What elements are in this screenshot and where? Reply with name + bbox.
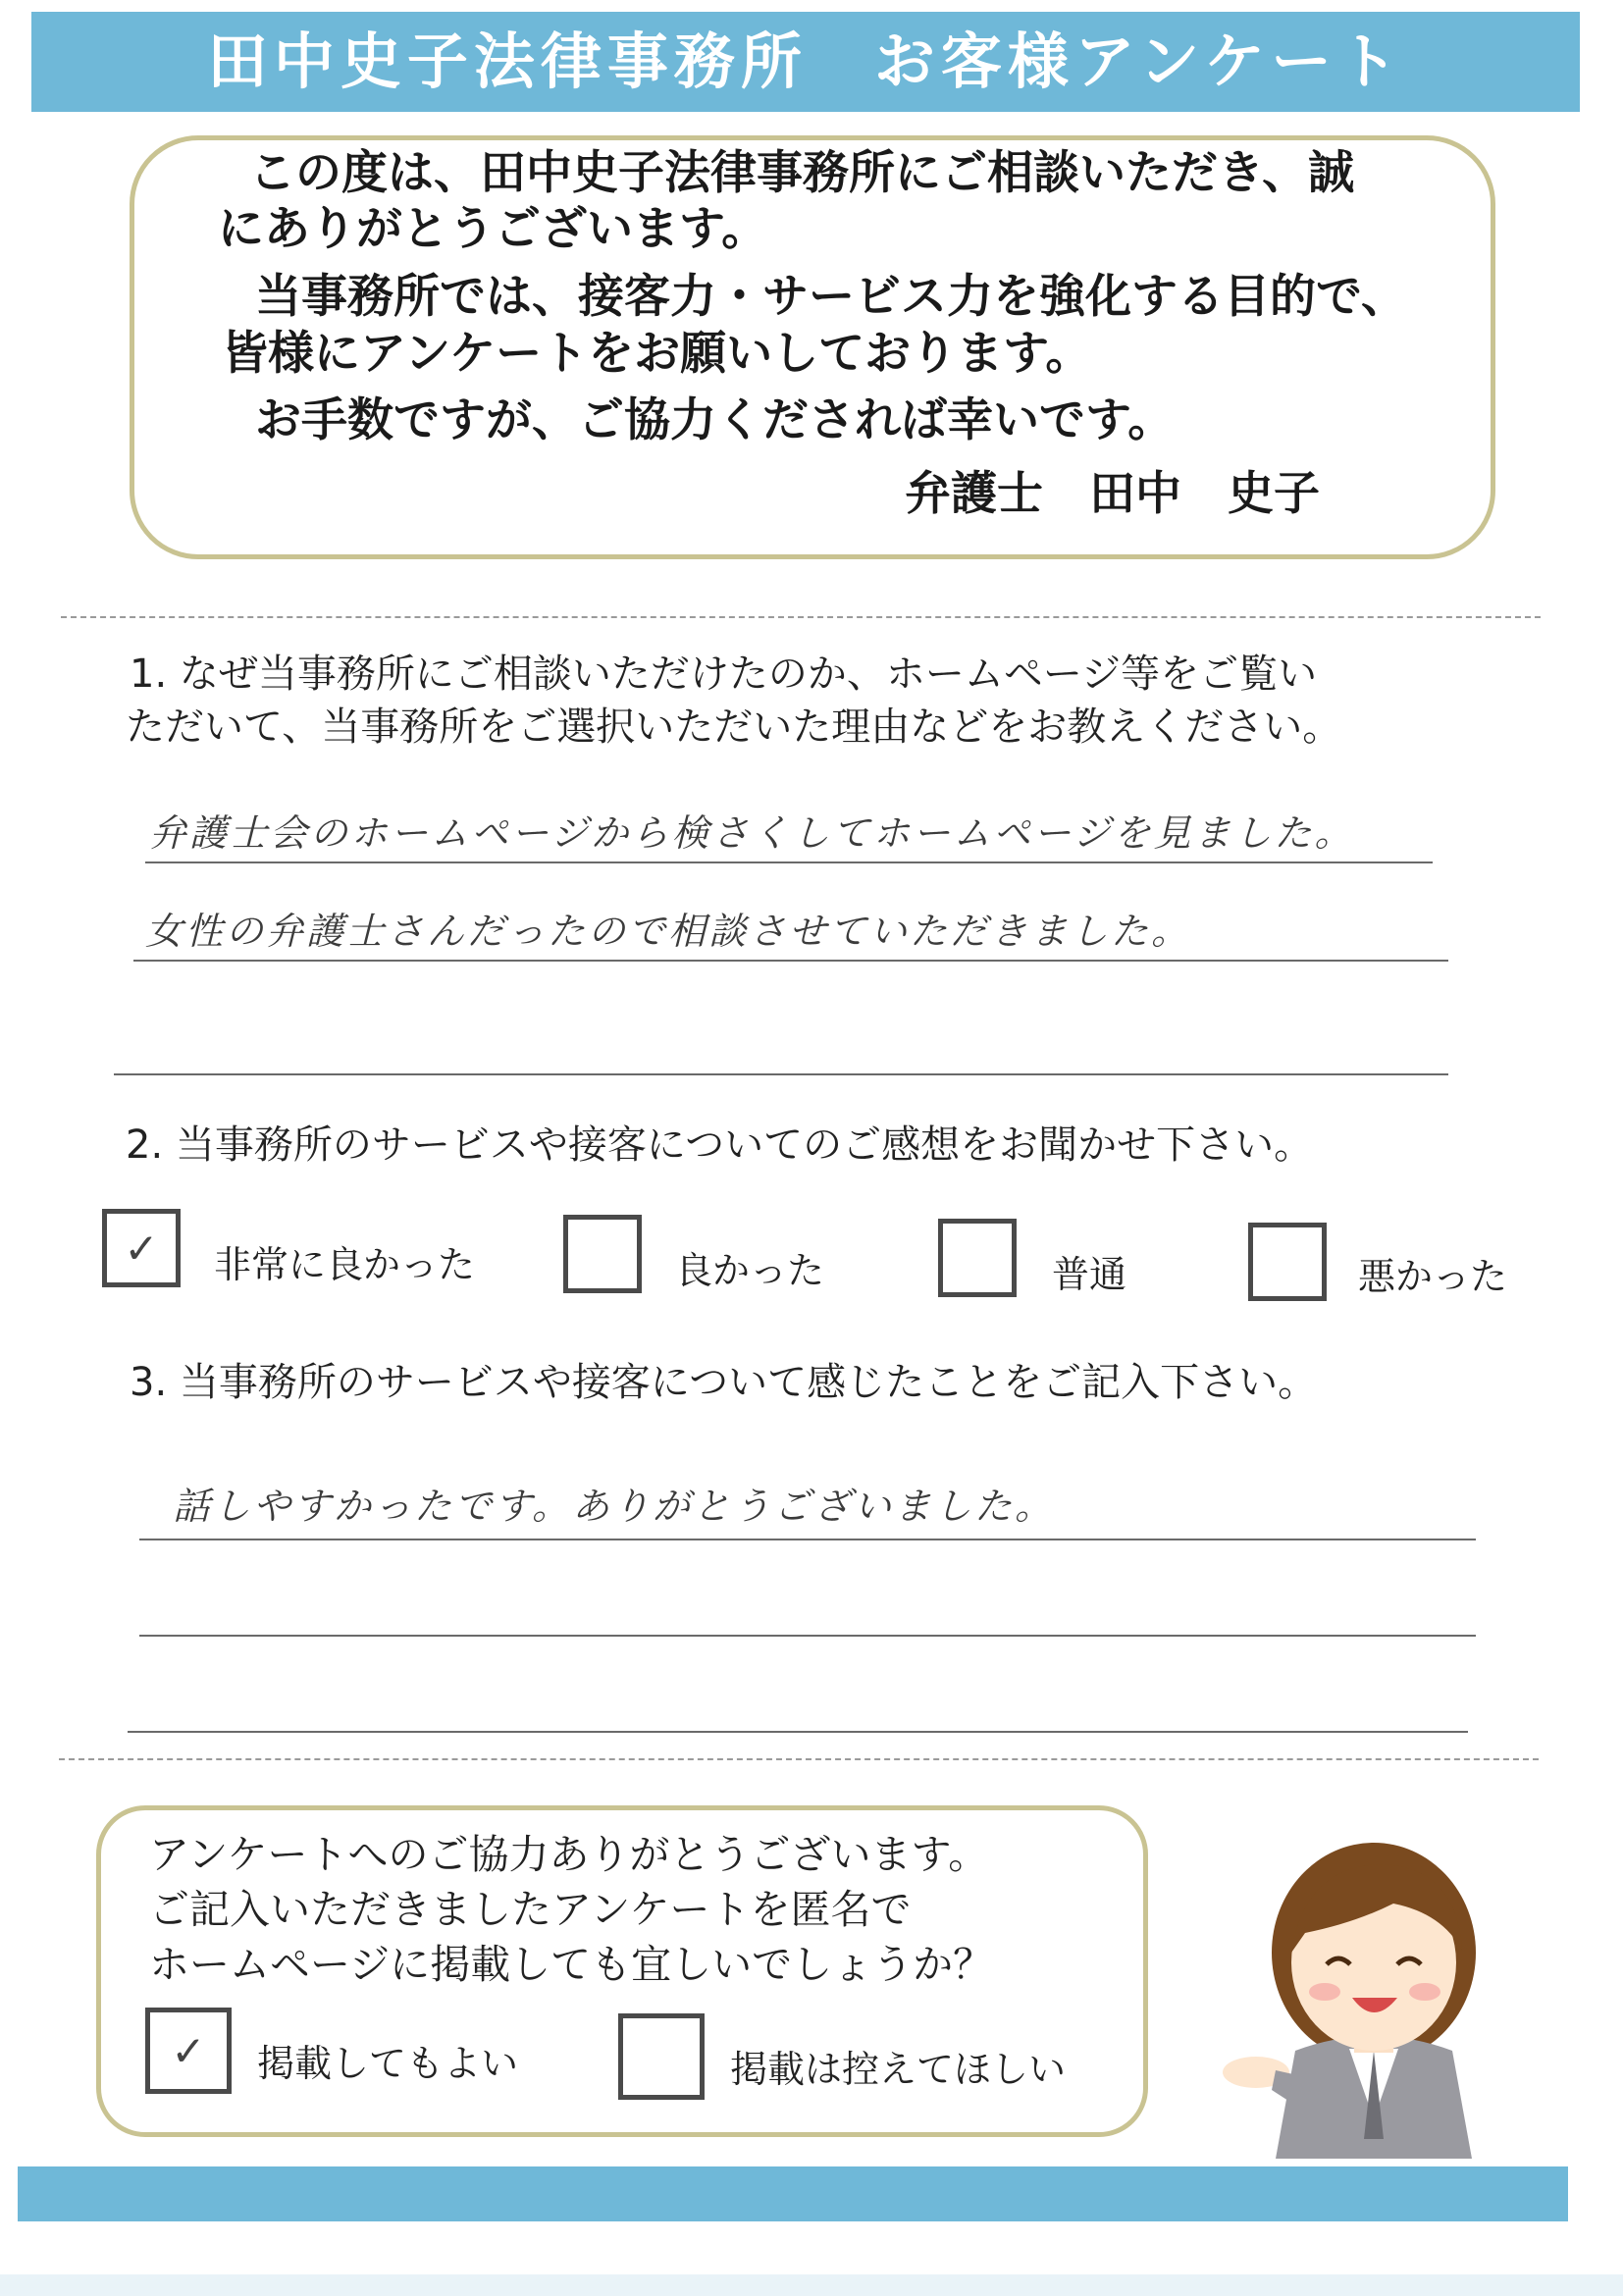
answer-1-rule-2 — [133, 960, 1448, 962]
check-mark-icon — [623, 2018, 700, 2095]
header-bar — [31, 12, 1580, 112]
answer-3-rule-1 — [139, 1539, 1476, 1540]
consent-line-2: ご記入いただきましたアンケートを匿名で — [149, 1886, 912, 1933]
checkbox-average[interactable] — [938, 1219, 1017, 1297]
option-good-label: 良かった — [675, 1249, 825, 1292]
answer-1-line-1[interactable]: 弁護士会のホームページから検さくしてホームページを見ました。 — [149, 811, 1355, 855]
greeting-line-4: 皆様にアンケートをお願いしております。 — [222, 327, 1092, 381]
option-very-good-label: 非常に良かった — [214, 1243, 476, 1286]
checkbox-decline-publish[interactable] — [618, 2013, 705, 2100]
answer-3-rule-2 — [139, 1635, 1476, 1637]
page-title: 田中史子法律事務所 お客様アンケート — [206, 26, 1405, 97]
check-mark-icon: ✓ — [171, 2027, 206, 2075]
greeting-line-5: お手数ですが、ご協力くだされば幸いです。 — [255, 393, 1175, 447]
answer-1-rule-3 — [114, 1073, 1448, 1075]
check-mark-icon — [943, 1224, 1012, 1292]
footer-bar — [18, 2166, 1568, 2221]
divider-bottom — [59, 1758, 1539, 1760]
consent-line-3: ホームページに掲載しても宜しいでしょうか？ — [149, 1941, 994, 1988]
question-3: 3. 当事務所のサービスや接客について感じたことをご記入下さい。 — [130, 1360, 1318, 1405]
checkbox-very-good[interactable] — [102, 1209, 181, 1287]
divider-top — [61, 616, 1541, 618]
question-1-line-2: ただいて、当事務所をご選択いただいた理由などをお教えください。 — [126, 704, 1342, 750]
question-2: 2. 当事務所のサービスや接客についてのご感想をお聞かせ下さい。 — [126, 1122, 1314, 1168]
checkbox-allow-publish[interactable] — [145, 2008, 232, 2094]
greeting-line-2: にありがとうございます。 — [218, 202, 768, 256]
option-average-label: 普通 — [1052, 1253, 1127, 1296]
answer-3-rule-3 — [128, 1731, 1468, 1733]
answer-3-line-1[interactable]: 話しやすかったです。ありがとうございました。 — [173, 1485, 1055, 1528]
option-bad-label: 悪かった — [1358, 1255, 1508, 1298]
check-mark-icon — [1253, 1227, 1322, 1296]
bottom-strip — [0, 2274, 1623, 2296]
lawyer-illustration — [1217, 1825, 1511, 2159]
question-1-line-1: 1. なぜ当事務所にご相談いただけたのか、ホームページ等をご覧い — [130, 652, 1318, 697]
consent-line-1: アンケートへのご協力ありがとうございます。 — [149, 1831, 989, 1878]
signature: 弁護士 田中 史子 — [905, 467, 1320, 521]
checkbox-good[interactable] — [563, 1215, 642, 1293]
check-mark-icon — [568, 1220, 637, 1288]
allow-publish-label: 掲載してもよい — [257, 2042, 519, 2085]
greeting-line-1: この度は、田中史子法律事務所にご相談いただき、誠 — [249, 146, 1355, 200]
answer-1-line-2[interactable]: 女性の弁護士さんだったので相談させていただきました。 — [145, 910, 1192, 953]
decline-publish-label: 掲載は控えてほしい — [730, 2048, 1067, 2091]
checkbox-bad[interactable] — [1248, 1223, 1327, 1301]
answer-1-rule-1 — [145, 861, 1433, 863]
greeting-line-3: 当事務所では、接客力・サービス力を強化する目的で、 — [255, 270, 1408, 324]
check-mark-icon: ✓ — [124, 1225, 159, 1273]
